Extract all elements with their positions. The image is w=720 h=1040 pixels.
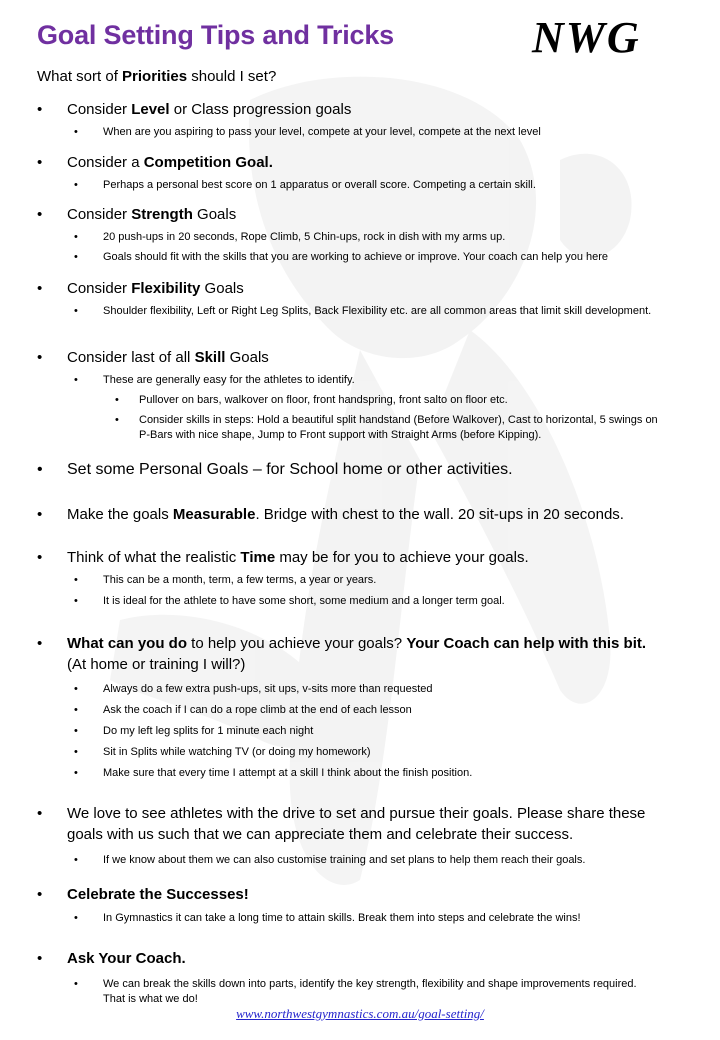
section-competition: [0, 152, 720, 193]
page-title: Goal Setting Tips and Tricks: [37, 20, 394, 50]
section-celebrate: [0, 884, 720, 926]
sub-bullet: • It is ideal for the athlete to have some short, some medium and a longer term goal.: [0, 594, 720, 609]
sub-bullet: • This can be a month, term, a few terms, a year or years.: [0, 573, 720, 588]
section-time: [0, 547, 720, 609]
sub-bullet: • Shoulder flexibility, Left or Right Leg Splits, Back Flexibility etc. are all common areas that limit skill development.: [0, 304, 720, 319]
section-flexibility: [0, 278, 720, 319]
bullet-skill: • Consider last of all Skill Goals: [0, 347, 720, 368]
section-strength: [0, 204, 720, 265]
bullet-celebrate: • Celebrate the Successes!: [0, 884, 720, 905]
sub-bullet: • These are generally easy for the athletes to identify.: [0, 373, 720, 388]
footer-link[interactable]: www.northwestgymnastics.com.au/goal-setting/: [236, 1006, 484, 1021]
sub-sub-bullet: • Consider skills in steps: Hold a beautiful split handstand (Before Walkover), Cast to horizontal, 5 swings on P-Bars with nice shape, Jump to Front support with Straight Arms (before Kipping).: [0, 413, 720, 443]
section-personal: [0, 459, 720, 480]
logo-text: NWG: [532, 14, 641, 58]
bullet-strength: • Consider Strength Goals: [0, 204, 720, 225]
bullet-time: • Think of what the realistic Time may be for you to achieve your goals.: [0, 547, 720, 568]
section-love: [0, 803, 720, 868]
nwg-logo: [528, 14, 690, 58]
sub-bullet: • When are you aspiring to pass your level, compete at your level, compete at the next level: [0, 125, 720, 140]
sub-bullet: • Always do a few extra push-ups, sit ups, v-sits more than requested: [0, 682, 720, 697]
sub-bullet: • Goals should fit with the skills that you are working to achieve or improve. Your coach can help you here: [0, 250, 720, 265]
sub-bullet: • Ask the coach if I can do a rope climb at the end of each lesson: [0, 703, 720, 718]
bullet-competition: • Consider a Competition Goal.: [0, 152, 720, 173]
section-level: [0, 99, 720, 140]
bullet-measurable: • Make the goals Measurable. Bridge with chest to the wall. 20 sit-ups in 20 seconds.: [0, 504, 720, 525]
section-skill: [0, 347, 720, 443]
sub-bullet: • 20 push-ups in 20 seconds, Rope Climb, 5 Chin-ups, rock in dish with my arms up.: [0, 230, 720, 245]
bullet-what-can-you-do: • What can you do to help you achieve your goals? Your Coach can help with this bit. (At home or training I will?): [0, 633, 720, 675]
sub-bullet: • Make sure that every time I attempt at a skill I think about the finish position.: [0, 766, 720, 781]
bullet-ask: • Ask Your Coach.: [0, 948, 720, 969]
sub-bullet: • Perhaps a personal best score on 1 apparatus or overall score. Competing a certain skill.: [0, 178, 720, 193]
sub-bullet: • If we know about them we can also customise training and set plans to help them reach their goals.: [0, 853, 720, 868]
section-measurable: [0, 504, 720, 525]
sub-bullet: • Do my left leg splits for 1 minute each night: [0, 724, 720, 739]
intro-question: What sort of Priorities should I set?: [37, 68, 277, 85]
bullet-personal: • Set some Personal Goals – for School home or other activities.: [0, 459, 720, 480]
sub-sub-bullet: • Pullover on bars, walkover on floor, front handspring, front salto on floor etc.: [0, 393, 720, 408]
bullet-love: • We love to see athletes with the drive to set and pursue their goals. Please share these goals with us such that we can appreciate them and celebrate their success.: [0, 803, 720, 845]
sub-bullet: • Sit in Splits while watching TV (or doing my homework): [0, 745, 720, 760]
sub-bullet: • In Gymnastics it can take a long time to attain skills. Break them into steps and celebrate the wins!: [0, 911, 720, 926]
sub-bullet: • We can break the skills down into parts, identify the key strength, flexibility and shape improvements required. That is what we do!: [0, 977, 720, 1007]
bullet-level: • Consider Level or Class progression goals: [0, 99, 720, 120]
bullet-flexibility: • Consider Flexibility Goals: [0, 278, 720, 299]
section-what-can-you-do: [0, 633, 720, 781]
section-ask: [0, 948, 720, 1007]
